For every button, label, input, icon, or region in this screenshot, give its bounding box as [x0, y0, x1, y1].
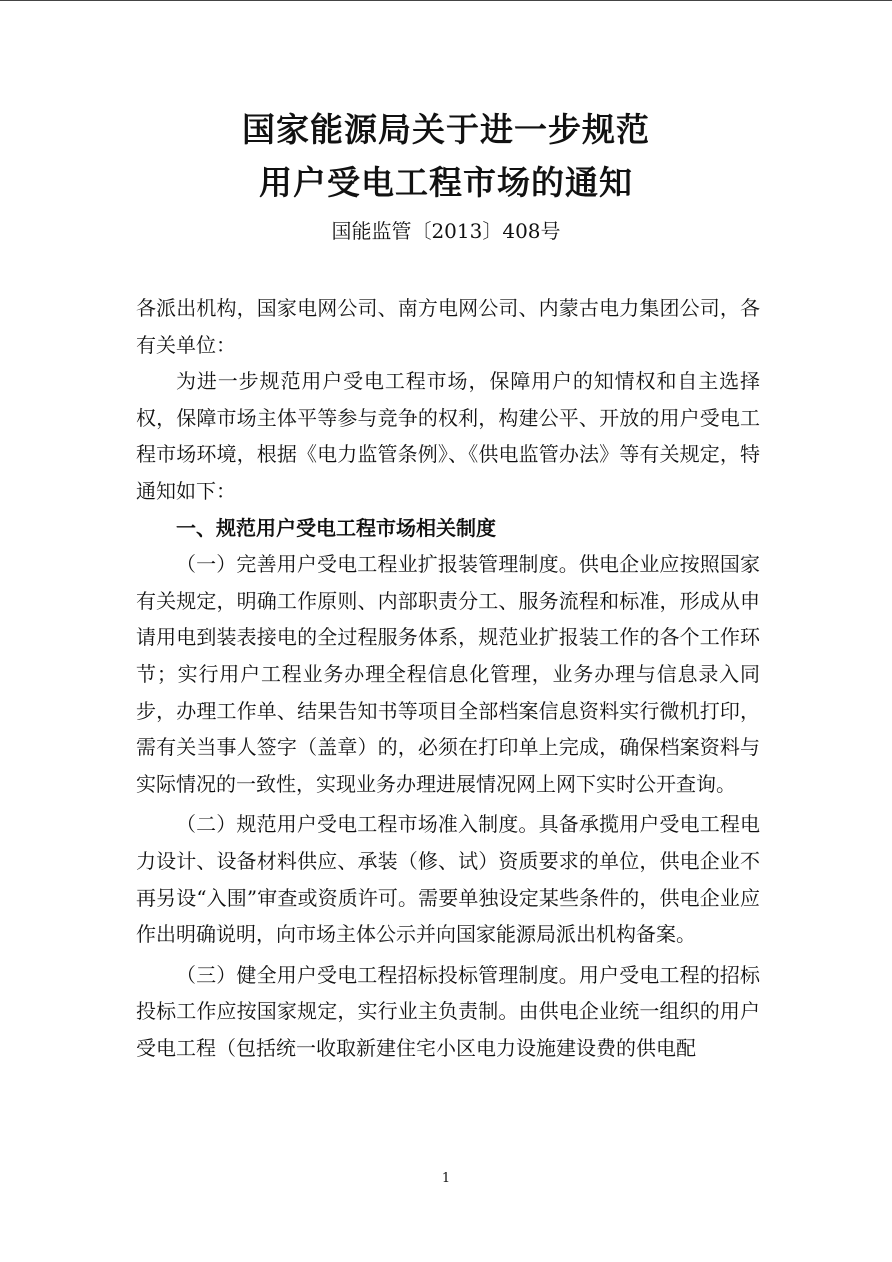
intro-paragraph: 为进一步规范用户受电工程市场，保障用户的知情权和自主选择权，保障市场主体平等参与竞争的权利，构建公平、开放的用户受电工程市场环境，根据《电力监管条例》、《供电监管办法》等有关规定，特通知如下：	[136, 369, 760, 503]
item-paragraph-1: （一）完善用户受电工程业扩报装管理制度。供电企业应按照国家有关规定，明确工作原则、内部职责分工、服务流程和标准，形成从申请用电到装表接电的全过程服务体系，规范业扩报装工作的各个工作环节；实行用户工程业务办理全程信息化管理，业务办理与信息录入同步，办理工作单、结果告知书等项目全部档案信息资料实行微机打印，需有关当事人签字（盖章）的，必须在打印单上完成，确保档案资料与实际情况的一致性，实现业务办理进展情况网上网下实时公开查询。	[136, 552, 760, 796]
document-title-line-2: 用户受电工程市场的通知	[259, 163, 633, 202]
document-body	[136, 290, 760, 1066]
item-paragraph-2: （二）规范用户受电工程市场准入制度。具备承揽用户受电工程电力设计、设备材料供应、承装（修、试）资质要求的单位，供电企业不再另设“入围”审查或资质许可。需要单独设定某些条件的，供电企业应作出明确说明，向市场主体公示并向国家能源局派出机构备案。	[136, 812, 760, 947]
item-paragraph-3: （三）健全用户受电工程招标投标管理制度。用户受电工程的招标投标工作应按国家规定，实行业主负责制。由供电企业统一组织的用户受电工程（包括统一收取新建住宅小区电力设施建设费的供电配	[136, 962, 760, 1060]
addressee: 各派出机构，国家电网公司、南方电网公司、内蒙古电力集团公司，各有关单位：	[136, 296, 760, 357]
top-border-line	[0, 0, 892, 1]
page-number: 1	[441, 1171, 451, 1186]
document-number: 国能监管〔2013〕408号	[331, 219, 561, 243]
section-heading: 一、规范用户受电工程市场相关制度	[176, 515, 496, 540]
document-title-line-1: 国家能源局关于进一步规范	[242, 110, 650, 149]
